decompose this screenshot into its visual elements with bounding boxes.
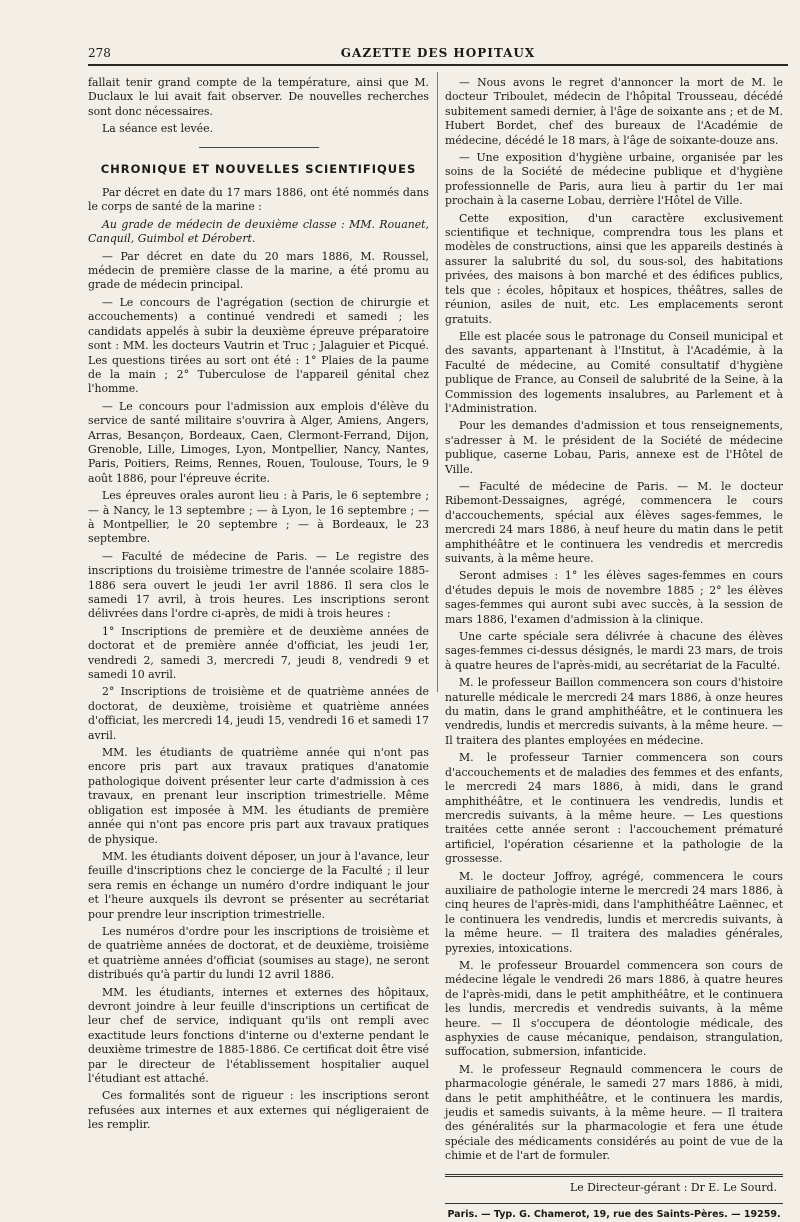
article-paragraph: Les épreuves orales auront lieu : à Paris, le 6 septembre ; — à Nancy, le 13 septembre ; — à Lyon, le 16 septembre ; — à Montpellier, le 20 septembre ; — à Bordeaux, le 23 septembre. <box>88 489 429 546</box>
article-paragraph: — Nous avons le regret d'annoncer la mort de M. le docteur Triboulet, médecin de l'hôpital Trousseau, décédé subitement samedi dernier, à l'âge de soixante ans ; et de M. Hubert Bordet, chef des bureaux de l'Académie de médecine, décédé le 18 mars, à l'âge de soixante-douze ans. <box>445 76 783 147</box>
article-paragraph: M. le docteur Joffroy, agrégé, commencera le cours auxiliaire de pathologie interne le mercredi 24 mars 1886, à cinq heures de l'après-midi, dans l'amphithéâtre Laënnec, et le continuera les vendredis, lundis et mercredis suivants, à la même heure. — Il traitera des maladies générales, pyrexies, intoxications. <box>445 869 783 955</box>
printer-imprint: Paris. — Typ. G. Chamerot, 19, rue des Saints-Pères. — 19259. <box>447 1209 781 1221</box>
article-paragraph: Ces formalités sont de rigueur : les inscriptions seront refusées aux internes et aux externes qui négligeraient de les remplir. <box>88 1089 429 1132</box>
article-paragraph: — Le concours de l'agrégation (section de chirurgie et accouchements) a continué vendredi et samedi ; les candidats appelés à subir la deuxième épreuve préparatoire sont : MM. les docteurs Vautrin et Truc ; Jalaguier et Picqué. Les questions tirées au sort ont été : 1° Plaies de la paume de la main ; 2° Tuberculose de l'appareil génital chez l'homme. <box>88 295 429 396</box>
separator-rule <box>199 147 319 154</box>
article-paragraph: Une carte spéciale sera délivrée à chacune des élèves sages-femmes ci-dessus désignés, le mardi 23 mars, de trois à quatre heures de l'après-midi, au secrétariat de la Faculté. <box>445 630 783 672</box>
header-rule <box>88 64 788 66</box>
left-column <box>88 76 429 1136</box>
section-title: CHRONIQUE ET NOUVELLES SCIENTIFIQUES <box>100 161 417 176</box>
intro-paragraph: fallait tenir grand compte de la température, ainsi que M. Duclaux le lui avait fait observer. De nouvelles recherches sont donc nécessaires. <box>88 76 429 118</box>
page-number: 278 <box>88 46 111 60</box>
column-divider <box>437 72 438 692</box>
article-paragraph: — Faculté de médecine de Paris. — Le registre des inscriptions du troisième trimestre de l'année scolaire 1885-1886 sera ouvert le jeudi 1er avril 1886. Il sera clos le samedi 17 avril, à trois heures. Les inscriptions seront délivrées dans l'ordre ci-après, de midi à trois heures : <box>88 549 429 621</box>
article-paragraph: Pour les demandes d'admission et tous renseignements, s'adresser à M. le président de la Société de médecine publique, caserne Lobau, Paris, annexe est de l'Hôtel de Ville. <box>445 419 783 476</box>
article-paragraph: Par décret en date du 17 mars 1886, ont été nommés dans le corps de santé de la marine : <box>88 186 429 214</box>
article-paragraph: MM. les étudiants, internes et externes des hôpitaux, devront joindre à leur feuille d'inscriptions un certificat de leur chef de service, indiquant qu'ils ont rempli avec exactitude leurs fonctions d'interne ou d'externe pendant le deuxième trimestre de 1885-1886. Ce certificat doit être visé par le directeur de l'établissement hospitalier auquel l'étudiant est attaché. <box>88 985 429 1085</box>
page-header <box>88 46 788 62</box>
end-rule <box>445 1174 783 1177</box>
article-paragraph: M. le professeur Brouardel commencera son cours de médecine légale le vendredi 26 mars 1886, à quatre heures de l'après-midi, dans le petit amphithéâtre, et le continuera les lundis, mercredis et vendredis suivants, à la même heure. — Il s'occupera de déontologie médicale, des asphyxies de cause mécanique, pendaison, strangulation, suffocation, submersion, infanticide. <box>445 958 783 1059</box>
right-column <box>445 76 783 1222</box>
article-paragraph: MM. les étudiants doivent déposer, un jour à l'avance, leur feuille d'inscriptions chez le concierge de la Faculté ; il leur sera remis en échange un numéro d'ordre indiquant le jour et l'heure auxquels ils devront se présenter au secrétariat pour prendre leur inscription trimestrielle. <box>88 849 429 921</box>
article-paragraph: — Le concours pour l'admission aux emplois d'élève du service de santé militaire s'ouvrira à Alger, Amiens, Angers, Arras, Besançon, Bordeaux, Caen, Clermont-Ferrand, Dijon, Grenoble, Lille, Limoges, Lyon, Montpellier, Nancy, Nantes, Paris, Poitiers, Reims, Rennes, Rouen, Toulouse, Tours, le 9 août 1886, pour l'épreuve écrite. <box>88 399 429 485</box>
article-paragraph: — Une exposition d'hygiène urbaine, organisée par les soins de la Société de médecine publique et d'hygiène professionnelle de Paris, aura lieu à partir du 1er mai prochain à la caserne Lobau, derrière l'Hôtel de Ville. <box>445 151 783 208</box>
article-paragraph: MM. les étudiants de quatrième année qui n'ont pas encore pris part aux travaux pratiques d'anatomie pathologique doivent présenter leur carte d'admission à ces travaux, en prenant leur inscription trimestrielle. Même obligation est imposée à MM. les étudiants de première année qui n'ont pas encore pris part aux travaux pratiques de physique. <box>88 746 429 846</box>
director-signature: Le Directeur-gérant : Dr E. Le Sourd. <box>569 1180 777 1194</box>
article-paragraph: 1° Inscriptions de première et de deuxième années de doctorat et de première année d'officiat, les jeudi 1er, vendredi 2, samedi 3, mercredi 7, jeudi 8, vendredi 9 et samedi 10 avril. <box>88 624 429 682</box>
article-paragraph: 2° Inscriptions de troisième et de quatrième années de doctorat, de deuxième, troisième et quatrième années d'officiat, les mercredi 14, jeudi 15, vendredi 16 et samedi 17 avril. <box>88 685 429 742</box>
article-paragraph: Elle est placée sous le patronage du Conseil municipal et des savants, appartenant à l'Institut, à l'Académie, à la Faculté de médecine, au Comité consultatif d'hygiène publique de France, au Conseil de salubrité de la Seine, à la Commission des logements insalubres, au Parlement et à l'Administration. <box>445 329 783 415</box>
article-paragraph: Seront admises : 1° les élèves sages-femmes en cours d'études depuis le mois de novembre 1885 ; 2° les élèves sages-femmes qui auront subi avec succès, à la session de mars 1886, l'examen d'admission à la clinique. <box>445 569 783 626</box>
article-paragraph: Les numéros d'ordre pour les inscriptions de troisième et de quatrième années de doctorat, et de deuxième, troisième et quatrième années d'officiat (soumises au stage), ne seront distribués qu'à partir du lundi 12 avril 1886. <box>88 924 429 982</box>
article-paragraph: Au grade de médecin de deuxième classe : MM. Rouanet, Canquil, Guimbol et Dérobert. <box>88 217 429 246</box>
article-paragraph: M. le professeur Baillon commencera son cours d'histoire naturelle médicale le mercredi 24 mars 1886, à onze heures du matin, dans le grand amphithéâtre, et le continuera les vendredis, lundis et mercredis suivants, à la même heure. — Il traitera des plantes employées en médecine. <box>445 676 783 747</box>
article-paragraph: — Faculté de médecine de Paris. — M. le docteur Ribemont-Dessaignes, agrégé, commencera le cours d'accouchements, spécial aux élèves sages-femmes, le mercredi 24 mars 1886, à neuf heure du matin dans le petit amphithéâtre et le continuera les vendredis et mercredis suivants, à la même heure. <box>445 479 783 565</box>
journal-title: GAZETTE DES HOPITAUX <box>340 46 536 60</box>
article-paragraph: M. le professeur Regnauld commencera le cours de pharmacologie générale, le samedi 27 mars 1886, à midi, dans le petit amphithéâtre, et le continuera les mardis, jeudis et samedis suivants, à la même heure. — Il traitera des généralités sur la pharmacologie et fera une étude spéciale des médicaments considérés au point de vue de la chimie et de l'art de formuler. <box>445 1062 783 1163</box>
left-paragraphs <box>88 186 429 1133</box>
article-paragraph: M. le professeur Tarnier commencera son cours d'accouchements et de maladies des femmes et des enfants, le mercredi 24 mars 1886, à midi, dans le grand amphithéâtre, et le continuera les vendredis, lundis et mercredis suivants, à la même heure. — Les questions traitées cette année seront : l'accouchement prématuré artificiel, l'opération césarienne et la pathologie de la grossesse. <box>445 751 783 866</box>
session-closed: La séance est levée. <box>102 122 214 136</box>
article-paragraph: Cette exposition, d'un caractère exclusivement scientifique et technique, comprendra tous les plans et modèles de constructions, ainsi que les appareils destinés à assurer la salubrité du sol, du sous-sol, des habitations privées, des maisons à bon marché et des édifices publics, tels que : écoles, hôpitaux et hospices, théâtres, salles de réunion, asiles de nuit, etc. Les emplacements seront gratuits. <box>445 211 783 326</box>
article-paragraph: — Par décret en date du 20 mars 1886, M. Roussel, médecin de première classe de la marine, a été promu au grade de médecin principal. <box>88 249 429 292</box>
footer-rule <box>445 1203 783 1204</box>
